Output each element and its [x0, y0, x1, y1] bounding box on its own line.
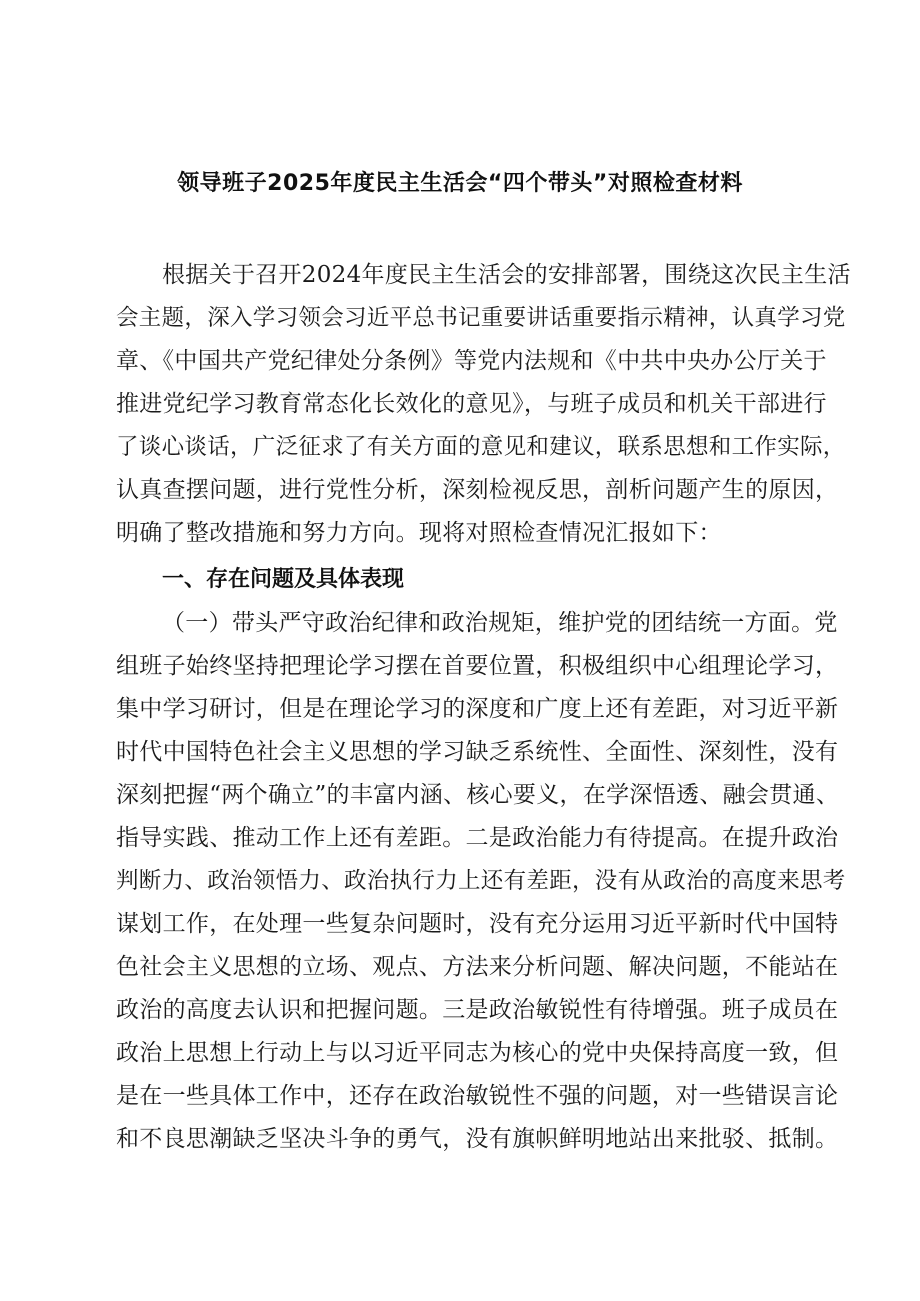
section-line: 指导实践、推动工作上还有差距。二是政治能力有待提高。在提升政治	[116, 825, 839, 851]
section-line: 集中学习研讨，但是在理论学习的深度和广度上还有差距，对习近平新	[116, 696, 839, 722]
intro-line: 根据关于召开2024年度民主生活会的安排部署，围绕这次民主生活	[162, 262, 851, 288]
section-line: （一）带头严守政治纪律和政治规矩，维护党的团结统一方面。党	[162, 610, 838, 636]
section-line: 谋划工作，在处理一些复杂问题时，没有充分运用习近平新时代中国特	[116, 911, 839, 937]
section-line: 组班子始终坚持把理论学习摆在首要位置，积极组织中心组理论学习，	[116, 653, 839, 679]
section-line: 是在一些具体工作中，还存在政治敏锐性不强的问题，对一些错误言论	[116, 1083, 839, 1109]
section-heading: 一、存在问题及具体表现	[162, 567, 405, 592]
section-line: 政治的高度去认识和把握问题。三是政治敏锐性有待增强。班子成员在	[116, 997, 839, 1023]
intro-line: 章、《中国共产党纪律处分条例》等党内法规和《中共中央办公厅关于	[116, 348, 827, 374]
section-line: 政治上思想上行动上与以习近平同志为核心的党中央保持高度一致，但	[116, 1040, 839, 1066]
intro-line: 认真查摆问题，进行党性分析，深刻检视反思，剖析问题产生的原因，	[116, 477, 839, 503]
section-line: 色社会主义思想的立场、观点、方法来分析问题、解决问题，不能站在	[116, 954, 839, 980]
intro-line: 了谈心谈话，广泛征求了有关方面的意见和建议，联系思想和工作实际，	[116, 434, 846, 460]
section-line: 和不良思潮缺乏坚决斗争的勇气，没有旗帜鲜明地站出来批驳、抵制。	[116, 1126, 839, 1152]
section-line: 时代中国特色社会主义思想的学习缺乏系统性、全面性、深刻性，没有	[116, 739, 839, 765]
document-title: 领导班子2025年度民主生活会“四个带头”对照检查材料	[177, 171, 743, 196]
intro-line: 会主题，深入学习领会习近平总书记重要讲话重要指示精神，认真学习党	[116, 305, 846, 331]
section-line: 深刻把握“两个确立”的丰富内涵、核心要义，在学深悟透、融会贯通、	[116, 782, 840, 808]
section-line: 判断力、政治领悟力、政治执行力上还有差距，没有从政治的高度来思考	[116, 868, 846, 894]
intro-line: 推进党纪学习教育常态化长效化的意见》，与班子成员和机关干部进行	[116, 391, 827, 417]
intro-line: 明确了整改措施和努力方向。现将对照检查情况汇报如下：	[116, 520, 722, 546]
